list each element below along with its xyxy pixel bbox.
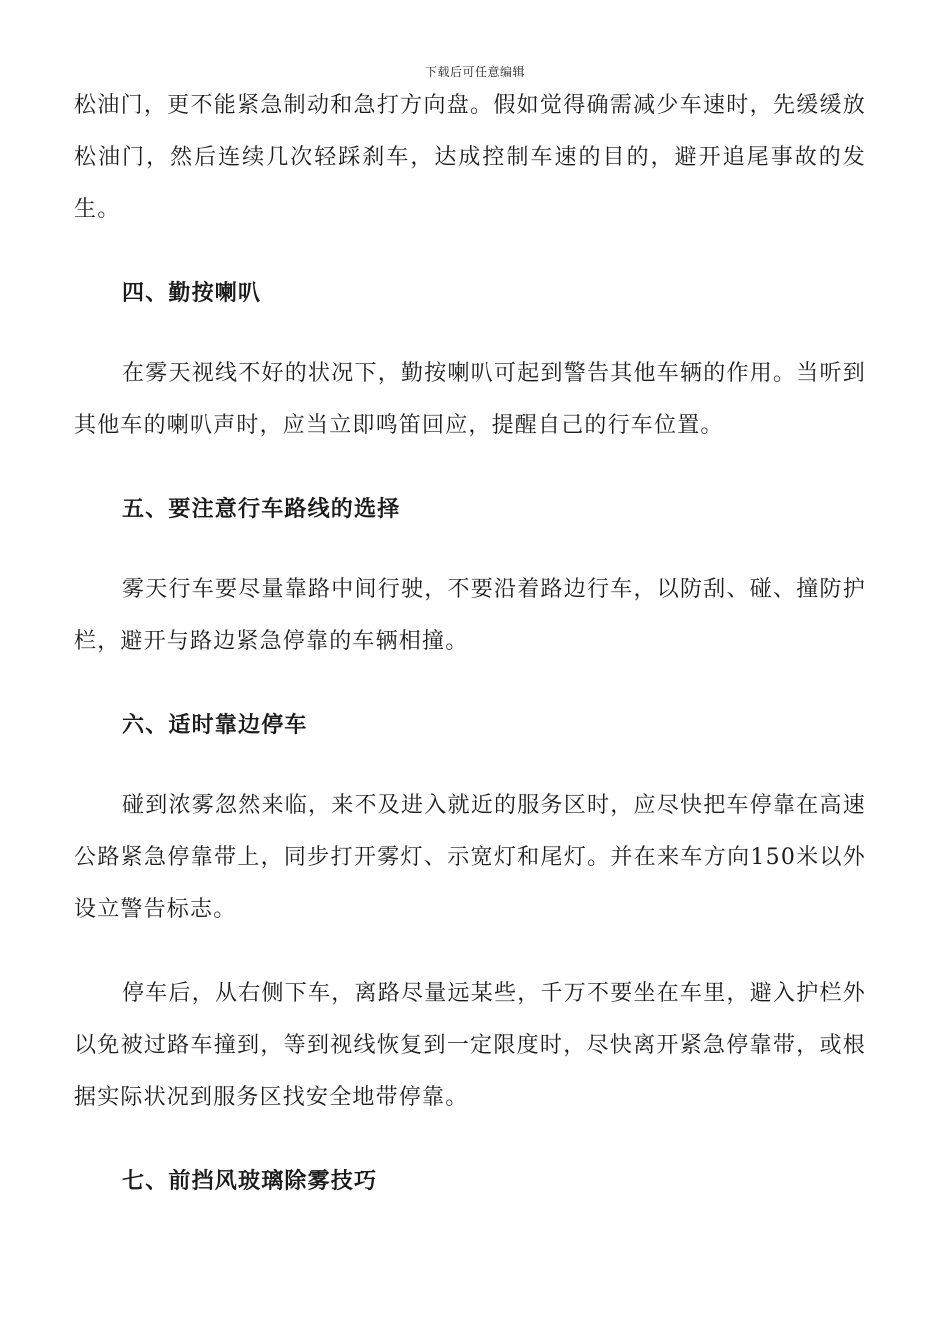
paragraph-continued: 松油门，更不能紧急制动和急打方向盘。假如觉得确需减少车速时，先缓缓放松油门，然后连续几次轻踩刹车，达成控制车速的目的，避开追尾事故的发生。 bbox=[74, 93, 866, 222]
paragraph-section-4: 在雾天视线不好的状况下，勤按喇叭可起到警告其他车辆的作用。当听到其他车的喇叭声时，应当立即鸣笛回应，提醒自己的行车位置。 bbox=[74, 361, 866, 438]
section-heading-6: 六、适时靠边停车 bbox=[122, 713, 308, 738]
paragraph-section-5: 雾天行车要尽量靠路中间行驶，不要沿着路边行车，以防刮、碰、撞防护栏，避开与路边紧急停靠的车辆相撞。 bbox=[74, 577, 866, 654]
page-header: 下载后可任意编辑 bbox=[424, 65, 525, 79]
section-heading-4: 四、勤按喇叭 bbox=[122, 281, 262, 306]
section-heading-7: 七、前挡风玻璃除雾技巧 bbox=[122, 1169, 378, 1194]
document-body bbox=[74, 80, 866, 1208]
section-heading-5: 五、要注意行车路线的选择 bbox=[122, 497, 401, 522]
paragraph-section-6b: 停车后，从右侧下车，离路尽量远某些，千万不要坐在车里，避入护栏外以免被过路车撞到，等到视线恢复到一定限度时，尽快离开紧急停靠带，或根据实际状况到服务区找安全地带停靠。 bbox=[74, 981, 866, 1110]
paragraph-section-6a: 碰到浓雾忽然来临，来不及进入就近的服务区时，应尽快把车停靠在高速公路紧急停靠带上，同步打开雾灯、示宽灯和尾灯。并在来车方向150米以外设立警告标志。 bbox=[74, 793, 866, 922]
